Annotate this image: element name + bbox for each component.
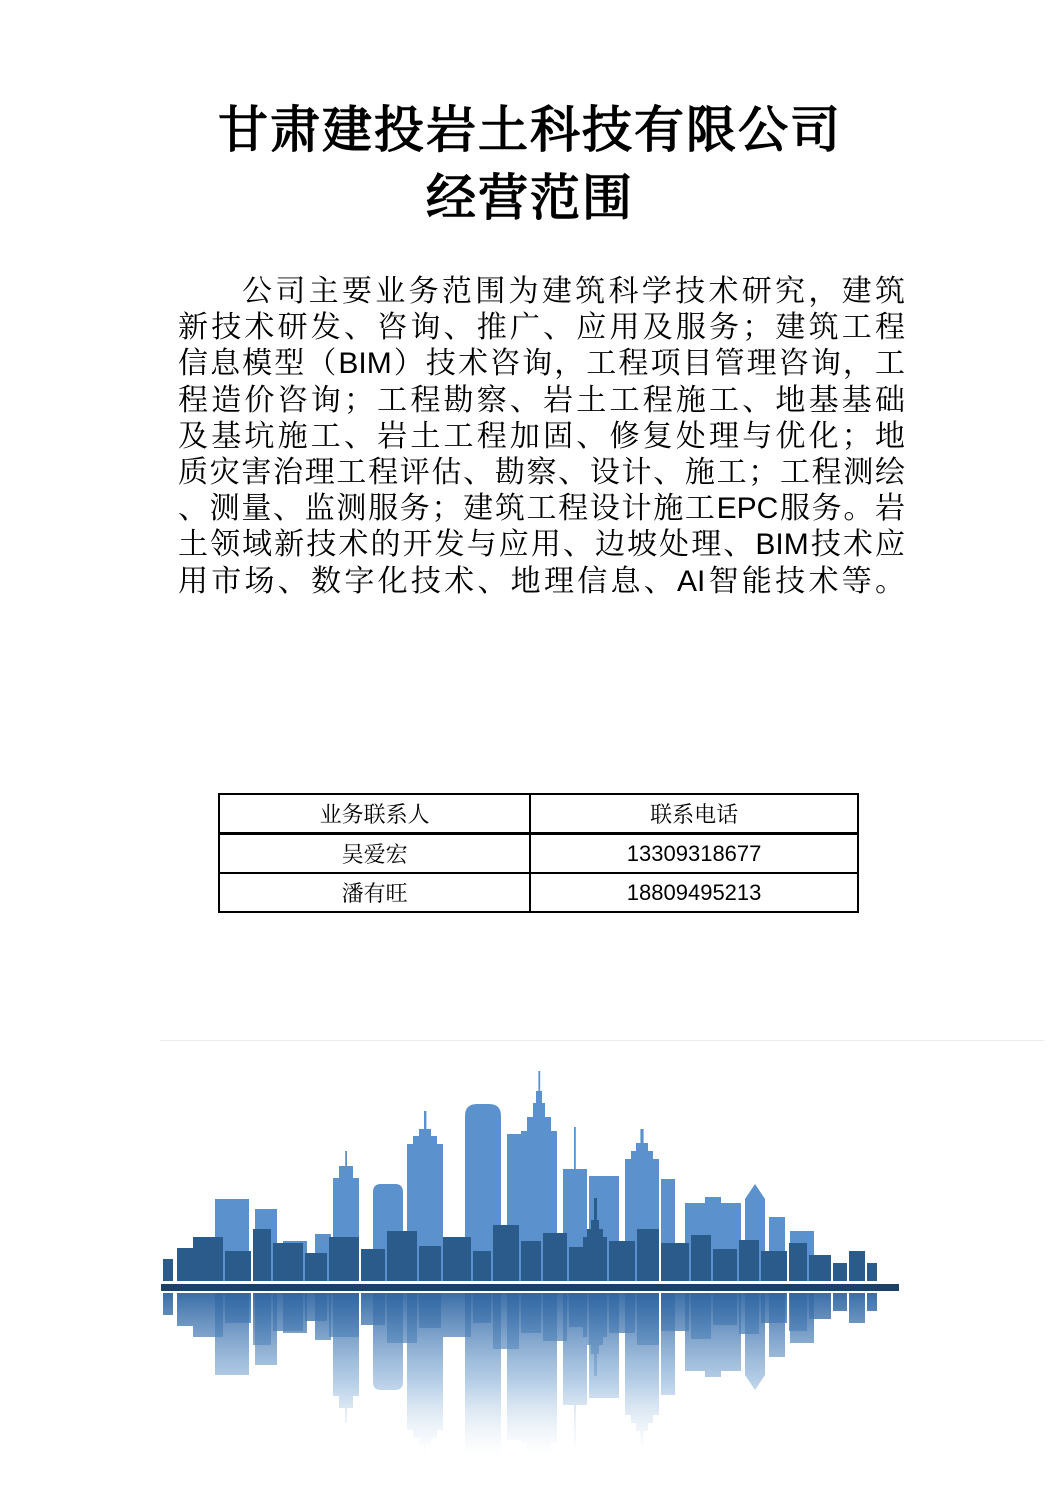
paragraph-line: 质灾害治理工程评估、勘察、设计、施工；工程测绘 (178, 455, 905, 489)
city-skyline-svg (155, 1041, 905, 1500)
contact-name: 吴爱宏 (219, 834, 530, 874)
paragraph-line: 信息模型（BIM）技术咨询，工程项目管理咨询，工 (178, 347, 905, 381)
contact-phone: 13309318677 (530, 834, 858, 874)
skyline-reflection (163, 1293, 877, 1500)
paragraph-line: 公司主要业务范围为建筑科学技术研究，建筑 (242, 275, 905, 308)
paragraph-line: 及基坑施工、岩土工程加固、修复处理与优化；地 (178, 419, 905, 453)
table-header-row (219, 794, 858, 834)
paragraph-line: 程造价咨询；工程勘察、岩土工程施工、地基基础 (178, 383, 905, 417)
table-row (219, 834, 858, 874)
contact-phone: 18809495213 (530, 873, 858, 912)
page-title (0, 96, 1060, 232)
skyline-buildings (163, 1071, 877, 1281)
paragraph-line: 新技术研发、咨询、推广、应用及服务；建筑工程 (178, 311, 905, 345)
business-scope-paragraph (178, 274, 905, 600)
paragraph-line: 、测量、监测服务；建筑工程设计施工EPC服务。岩 (178, 492, 905, 526)
header-contact-person: 业务联系人 (219, 794, 530, 834)
paragraph-line: 土领域新技术的开发与应用、边坡处理、BIM技术应 (178, 528, 905, 562)
paragraph-line: 用市场、数字化技术、地理信息、AI智能技术等。 (178, 564, 905, 598)
page-title-line1: 甘肃建投岩土科技有限公司 (218, 102, 842, 158)
page-title-line2: 经营范围 (426, 170, 634, 226)
city-skyline-illustration (155, 1041, 905, 1500)
header-contact-phone: 联系电话 (530, 794, 858, 834)
waterline-bar (161, 1284, 899, 1291)
contact-name: 潘有旺 (219, 873, 530, 912)
contact-table (218, 793, 859, 913)
table-row (219, 873, 858, 912)
